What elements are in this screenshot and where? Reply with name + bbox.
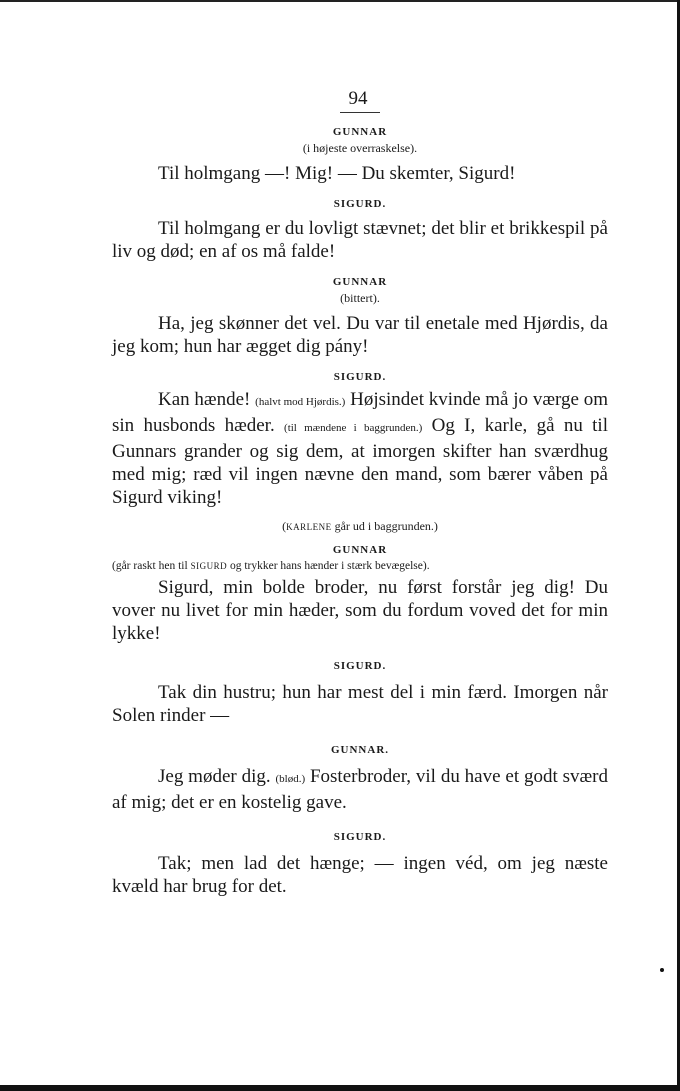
page-number-rule — [340, 112, 380, 113]
speech-line: Tak din hustru; hun har mest del i min færd. Imorgen når Solen rinder — — [112, 682, 608, 726]
speaker-name: SIGURD. — [333, 198, 387, 210]
stage-direction: (i højeste overraskelse). — [302, 141, 418, 155]
dialogue-block — [112, 370, 608, 509]
speaker-name: GUNNAR — [332, 126, 388, 138]
dialogue-block — [112, 830, 608, 898]
speech-text — [112, 852, 608, 898]
speech-text — [112, 217, 608, 263]
stage-text: går ud i baggrunden.) — [334, 519, 438, 533]
small-caps-name: KARLENE — [286, 522, 332, 532]
dialogue-block — [112, 197, 608, 263]
speech-text — [112, 576, 608, 645]
book-page — [112, 88, 608, 898]
stage-text: (går raskt hen til — [112, 560, 188, 572]
dialogue-block — [112, 275, 608, 358]
scan-bottom-edge — [0, 1085, 680, 1091]
speech-text — [112, 312, 608, 358]
speaker-name: SIGURD. — [333, 371, 387, 383]
stage-direction-line — [112, 519, 608, 535]
paren-open: ( — [282, 519, 287, 533]
speaker-name: SIGURD. — [333, 660, 387, 672]
scan-speck — [660, 968, 664, 972]
speech-text — [112, 162, 608, 185]
speech-line: Fosterbroder, vil du have et godt sværd af mig; det er en kostelig gave. — [112, 766, 608, 813]
inline-stage-direction: (halvt mod Hjørdis.) — [255, 396, 346, 408]
small-caps-name: SIGURD — [190, 561, 228, 571]
speaker-name: GUNNAR — [332, 276, 388, 288]
inline-stage-direction: (til mændene i baggrunden.) — [284, 422, 423, 434]
speech-line: Tak; men lad det hænge; — ingen véd, om jeg næste kvæld har brug for det. — [112, 853, 608, 897]
speech-line: Højsindet kvinde må jo værge om sin husbonds hæder. — [112, 389, 608, 436]
speaker-name: GUNNAR. — [330, 744, 390, 756]
dialogue-block — [112, 543, 608, 645]
speaker-name: SIGURD. — [333, 831, 387, 843]
speech-line: Sigurd, min bolde broder, nu først forstår jeg dig! Du vover nu livet for min hæder, som du fordum voved det for min lykke! — [112, 577, 608, 644]
speech-line: Til holmgang —! Mig! — Du skemter, Sigurd! — [158, 163, 516, 184]
speech-line: Til holmgang er du lovligt stævnet; det blir et brikkespil på liv og død; en af os må falde! — [112, 218, 608, 262]
dialogue-block — [112, 125, 608, 185]
speech-line: Og I, karle, gå nu til Gunnars grander og sig dem, at imorgen skifter han sværdhug med mig; ræd vil ingen nævne den mand, som bærer våben på Sigurd viking! — [112, 415, 608, 508]
speech-text — [112, 388, 608, 509]
stage-direction — [112, 559, 608, 574]
speech-line: Jeg møder dig. — [158, 766, 271, 787]
speech-text — [112, 681, 608, 727]
speech-line: Ha, jeg skønner det vel. Du var til enetale med Hjørdis, da jeg kom; hun har ægget dig pány! — [112, 313, 608, 357]
speaker-name: GUNNAR — [332, 544, 388, 556]
speech-text — [112, 765, 608, 814]
speech-line: Kan hænde! — [158, 389, 251, 410]
inline-stage-direction: (blød.) — [275, 773, 306, 785]
stage-text: og trykker hans hænder i stærk bevægelse). — [229, 560, 430, 572]
stage-direction: (bittert). — [340, 291, 380, 305]
dialogue-block — [112, 743, 608, 814]
dialogue-block — [112, 659, 608, 727]
page-number: 94 — [348, 88, 368, 109]
scan-top-edge — [0, 0, 680, 9]
